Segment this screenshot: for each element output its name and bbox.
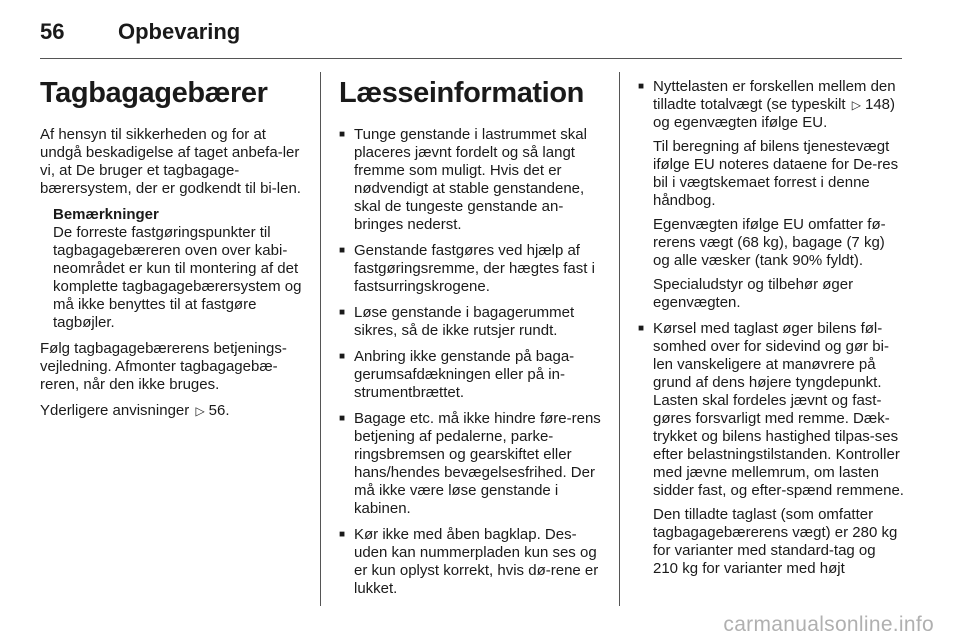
roof-load-limit: Den tilladte taglast (som omfatter tagbagagebærerens vægt) er 280 kg for varianter med standard-tag og 210 kg for varianter med højt: [653, 506, 898, 577]
list-item: ■ Kør ikke med åben bagklap. Des-uden kan nummerpladen kun ses og er kun oplyst korrekt, hvis dø-rene er lukket.: [339, 526, 605, 598]
page-header: [40, 18, 902, 59]
note-title: Bemærkninger: [53, 206, 159, 223]
section-title-loading-info: Læsseinformation: [339, 77, 584, 109]
arrow-reference-icon: ▷: [851, 98, 861, 112]
loading-info-list: [339, 126, 605, 598]
column-roof-rack: [40, 72, 306, 428]
section-title-roof-rack: Tagbagagebærer: [40, 77, 268, 109]
payload-optional-equipment: Specialudstyr og tilbehør øger egenvægten.: [653, 276, 854, 311]
roof-load-text: Kørsel med taglast øger bilens føl-somhed over for sidevind og gør bi-len vanskeligere at manøvrere på grund af dens højere tyngdepunkt. Lasten skal fordeles jævnt og fast-gøres forsvarligt med remme. Dæk-trykket og bilens hastighed tilpas-ses efter belastningstilstanden. Kontroller med jævne mellemrum, om lasten sidder fast, og efter-spænd remmene.: [653, 320, 904, 499]
column-divider-1: [320, 72, 321, 606]
list-item: ■ Anbring ikke genstande på baga-gerumsafdækningen eller på in-strumentbrættet.: [339, 348, 605, 402]
column-loading-info: [339, 72, 605, 606]
watermark: carmanualsonline.info: [723, 613, 934, 636]
column-load-continued: [638, 78, 904, 586]
list-item: ■ Løse genstande i bagagerummet sikres, så de ikke rutsjer rundt.: [339, 304, 605, 340]
note-block: [53, 206, 306, 332]
list-item: ■ Tunge genstande i lastrummet skal placeres jævnt fordelt og så langt fremme som muligt. Hvis det er nødvendigt at stable genstandene, skal de tungeste genstande an-bringes nederst.: [339, 126, 605, 234]
load-info-list-continued: [638, 78, 904, 578]
roof-rack-instructions: Følg tagbagagebærerens betjenings-vejledning. Afmonter tagbagagebæ-reren, når den ikke bruges.: [40, 340, 287, 393]
list-item-roof-load: [638, 320, 904, 578]
further-instructions-text: Yderligere anvisninger: [40, 402, 190, 419]
chapter-title: Opbevaring: [118, 19, 241, 44]
payload-page-ref: 148) og egenvægten ifølge EU.: [653, 96, 896, 131]
arrow-reference-icon: ▷: [195, 404, 205, 418]
payload-text: Nyttelasten er forskellen mellem den tilladte totalvægt (se typeskilt: [653, 78, 896, 113]
list-item-payload: [638, 78, 904, 312]
column-divider-2: [619, 72, 620, 606]
page-number: 56: [40, 19, 65, 44]
further-instructions: [40, 402, 306, 420]
list-item: ■ Bagage etc. må ikke hindre føre-rens betjening af pedalerne, parke-ringsbremsen og gearskiftet eller hans/hendes bevægelsesfrihed. Der må ikke være løse genstande i kabinen.: [339, 410, 605, 518]
note-body: De forreste fastgøringspunkter til tagbagagebæreren oven over kabi-neområdet er kun til montering af det komplette tagbagagebærersystem og må ikke benyttes til at fastgøre tagbøjler.: [53, 224, 302, 331]
payload-calculation: Til beregning af bilens tjenestevægt ifølge EU noteres dataene for De-res bil i vægtskemaet forrest i denne håndbog.: [653, 138, 899, 209]
roof-rack-intro: Af hensyn til sikkerheden og for at undgå beskadigelse af taget anbefa-ler vi, at De bruger et tagbagage-bærersystem, der er godkendt til bi-len.: [40, 126, 301, 197]
further-instructions-page-ref: 56.: [208, 402, 230, 419]
list-item: ■ Genstande fastgøres ved hjælp af fastgøringsremme, der hægtes fast i fastsurringskrogene.: [339, 242, 605, 296]
payload-weight-components: Egenvægten ifølge EU omfatter fø-rerens vægt (68 kg), bagage (7 kg) og alle væsker (tank 90% fyldt).: [653, 216, 886, 269]
